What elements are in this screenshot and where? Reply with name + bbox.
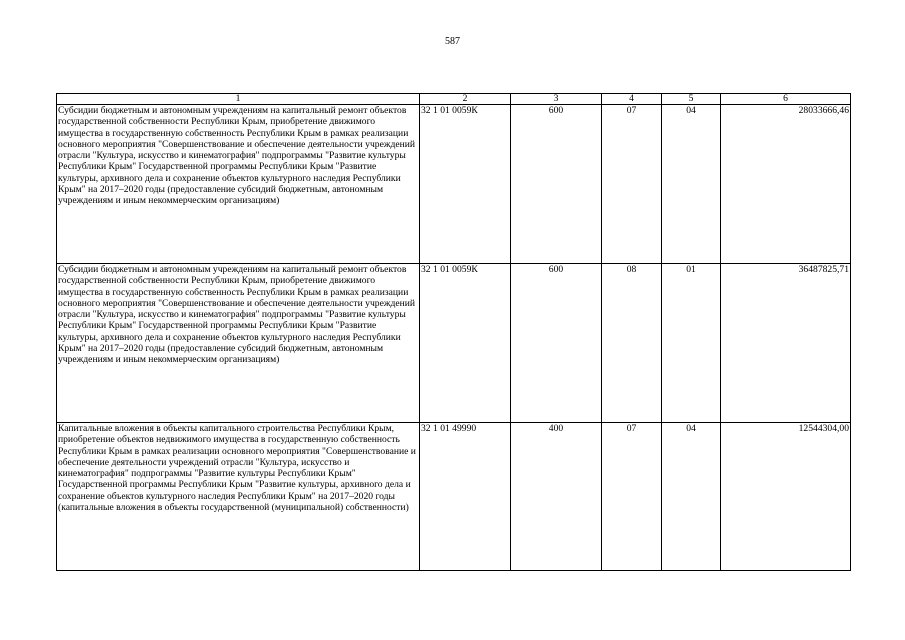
column-header-4: 4 [602, 94, 662, 105]
row-col3: 400 [511, 423, 602, 571]
row-col4: 07 [602, 423, 662, 571]
table-row [57, 423, 851, 571]
row-col5: 04 [662, 105, 721, 264]
row-col4: 07 [602, 105, 662, 264]
row-amount: 36487825,71 [721, 264, 851, 423]
column-header-2: 2 [420, 94, 511, 105]
row-amount: 12544304,00 [721, 423, 851, 571]
row-amount: 28033666,46 [721, 105, 851, 264]
table-row [57, 105, 851, 264]
page-number: 587 [445, 36, 460, 47]
budget-table [56, 93, 851, 571]
column-header-6: 6 [721, 94, 851, 105]
row-col4: 08 [602, 264, 662, 423]
table-header-row [57, 94, 851, 105]
column-header-3: 3 [511, 94, 602, 105]
row-description: Капитальные вложения в объекты капитального строительства Республики Крым, приобретение объектов недвижимого имущества в государственную собственность Республики Крым в рамках реализации основного мероприятия "Совершенствование и обеспечение деятельности учреждений отрасли "Культура, искусство и кинематография" подпрограммы "Развитие культуры Республики Крым" Государственной программы Республики Крым "Развитие культуры, архивного дела и сохранение объектов культурного наследия Республики Крым" на 2017–2020 годы (капитальные вложения в объекты государственной (муниципальной) собственности) [57, 423, 420, 571]
row-col5: 04 [662, 423, 721, 571]
row-code: 32 1 01 49990 [420, 423, 511, 571]
column-header-1: 1 [57, 94, 420, 105]
row-col3: 600 [511, 264, 602, 423]
row-description: Субсидии бюджетным и автономным учреждениям на капитальный ремонт объектов государственной собственности Республики Крым, приобретение движимого имущества в государственную собственность Республики Крым в рамках реализации основного мероприятия "Совершенствование и обеспечение деятельности учреждений отрасли "Культура, искусство и кинематография" подпрограммы "Развитие культуры Республики Крым" Государственной программы Республики Крым "Развитие культуры, архивного дела и сохранение объектов культурного наследия Республики Крым" на 2017–2020 годы (предоставление субсидий бюджетным, автономным учреждениям и иным некоммерческим организациям) [57, 264, 420, 423]
row-code: 32 1 01 0059К [420, 264, 511, 423]
row-code: 32 1 01 0059К [420, 105, 511, 264]
column-header-5: 5 [662, 94, 721, 105]
row-col5: 01 [662, 264, 721, 423]
row-col3: 600 [511, 105, 602, 264]
table-row [57, 264, 851, 423]
row-description: Субсидии бюджетным и автономным учреждениям на капитальный ремонт объектов государственной собственности Республики Крым, приобретение движимого имущества в государственную собственность Республики Крым в рамках реализации основного мероприятия "Совершенствование и обеспечение деятельности учреждений отрасли "Культура, искусство и кинематография" подпрограммы "Развитие культуры Республики Крым" Государственной программы Республики Крым "Развитие культуры, архивного дела и сохранение объектов культурного наследия Республики Крым" на 2017–2020 годы (предоставление субсидий бюджетным, автономным учреждениям и иным некоммерческим организациям) [57, 105, 420, 264]
